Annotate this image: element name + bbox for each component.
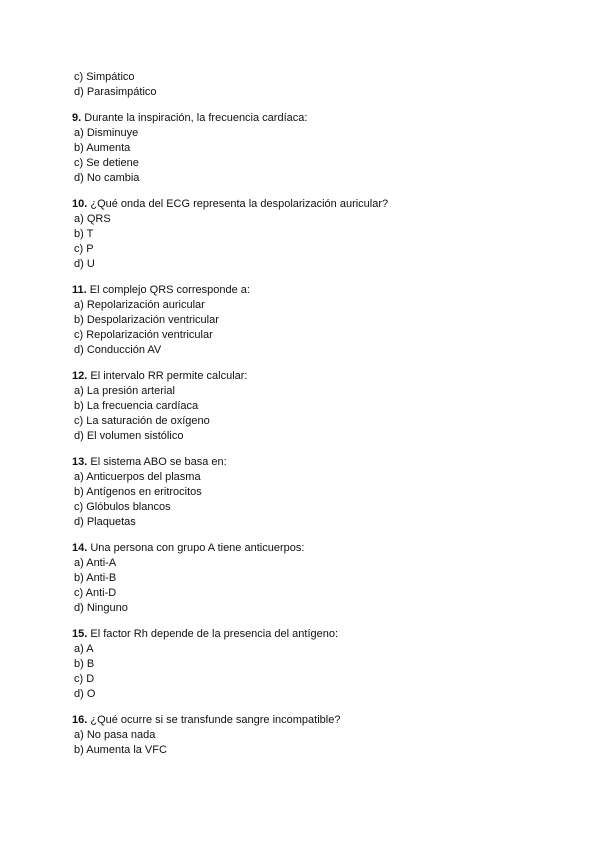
question-text: ¿Qué ocurre si se transfunde sangre incompatible? [90, 714, 341, 726]
option: c) Glóbulos blancos [74, 501, 171, 513]
question-11 [72, 283, 542, 358]
question-16 [72, 713, 542, 758]
option: d) U [74, 258, 95, 270]
question-text: Durante la inspiración, la frecuencia cardíaca: [84, 112, 308, 124]
question-text: ¿Qué onda del ECG representa la despolarización auricular? [90, 198, 389, 210]
option: a) Repolarización auricular [74, 299, 205, 311]
continued-options [72, 70, 542, 100]
question-number: 14. [72, 542, 88, 554]
option: a) La presión arterial [74, 385, 175, 397]
question-14 [72, 541, 542, 616]
question-number: 16. [72, 714, 88, 726]
option: a) No pasa nada [74, 729, 156, 741]
option: a) A [74, 643, 94, 655]
option: d) O [74, 688, 96, 700]
option: d) Ninguno [74, 602, 128, 614]
question-12 [72, 369, 542, 444]
option: c) Se detiene [74, 157, 139, 169]
question-prompt [72, 455, 542, 470]
question-number: 9. [72, 112, 82, 124]
option: c) P [74, 243, 94, 255]
option: a) Disminuye [74, 127, 139, 139]
option: c) Simpático [74, 71, 135, 83]
question-10 [72, 197, 542, 272]
option: c) Anti-D [74, 587, 117, 599]
option: d) Plaquetas [74, 516, 136, 528]
question-prompt [72, 111, 542, 126]
option: d) Conducción AV [74, 344, 162, 356]
option: b) Despolarización ventricular [74, 314, 219, 326]
question-text: El sistema ABO se basa en: [90, 456, 227, 468]
question-prompt [72, 627, 542, 642]
option: b) T [74, 228, 94, 240]
question-text: El intervalo RR permite calcular: [90, 370, 248, 382]
option: b) Anti-B [74, 572, 117, 584]
option: b) B [74, 658, 95, 670]
option: b) Aumenta la VFC [74, 744, 167, 756]
question-15 [72, 627, 542, 702]
question-number: 12. [72, 370, 88, 382]
option: b) Aumenta [74, 142, 131, 154]
quiz-content [72, 70, 542, 769]
question-text: Una persona con grupo A tiene anticuerpos: [90, 542, 305, 554]
option: b) La frecuencia cardíaca [74, 400, 199, 412]
option: a) QRS [74, 213, 111, 225]
question-prompt [72, 713, 542, 728]
option: c) D [74, 673, 95, 685]
option: c) La saturación de oxígeno [74, 415, 210, 427]
question-13 [72, 455, 542, 530]
option: d) El volumen sistólico [74, 430, 184, 442]
question-text: El complejo QRS corresponde a: [89, 284, 250, 296]
option: b) Antígenos en eritrocitos [74, 486, 202, 498]
option: d) No cambia [74, 172, 140, 184]
option: a) Anticuerpos del plasma [74, 471, 201, 483]
question-prompt [72, 541, 542, 556]
question-9 [72, 111, 542, 186]
question-prompt [72, 283, 542, 298]
option: c) Repolarización ventricular [74, 329, 213, 341]
question-number: 13. [72, 456, 88, 468]
option: a) Anti-A [74, 557, 117, 569]
question-number: 11. [72, 284, 87, 296]
question-text: El factor Rh depende de la presencia del antígeno: [90, 628, 339, 640]
question-number: 15. [72, 628, 88, 640]
option: d) Parasimpático [74, 86, 157, 98]
question-prompt [72, 369, 542, 384]
question-prompt [72, 197, 542, 212]
question-number: 10. [72, 198, 88, 210]
